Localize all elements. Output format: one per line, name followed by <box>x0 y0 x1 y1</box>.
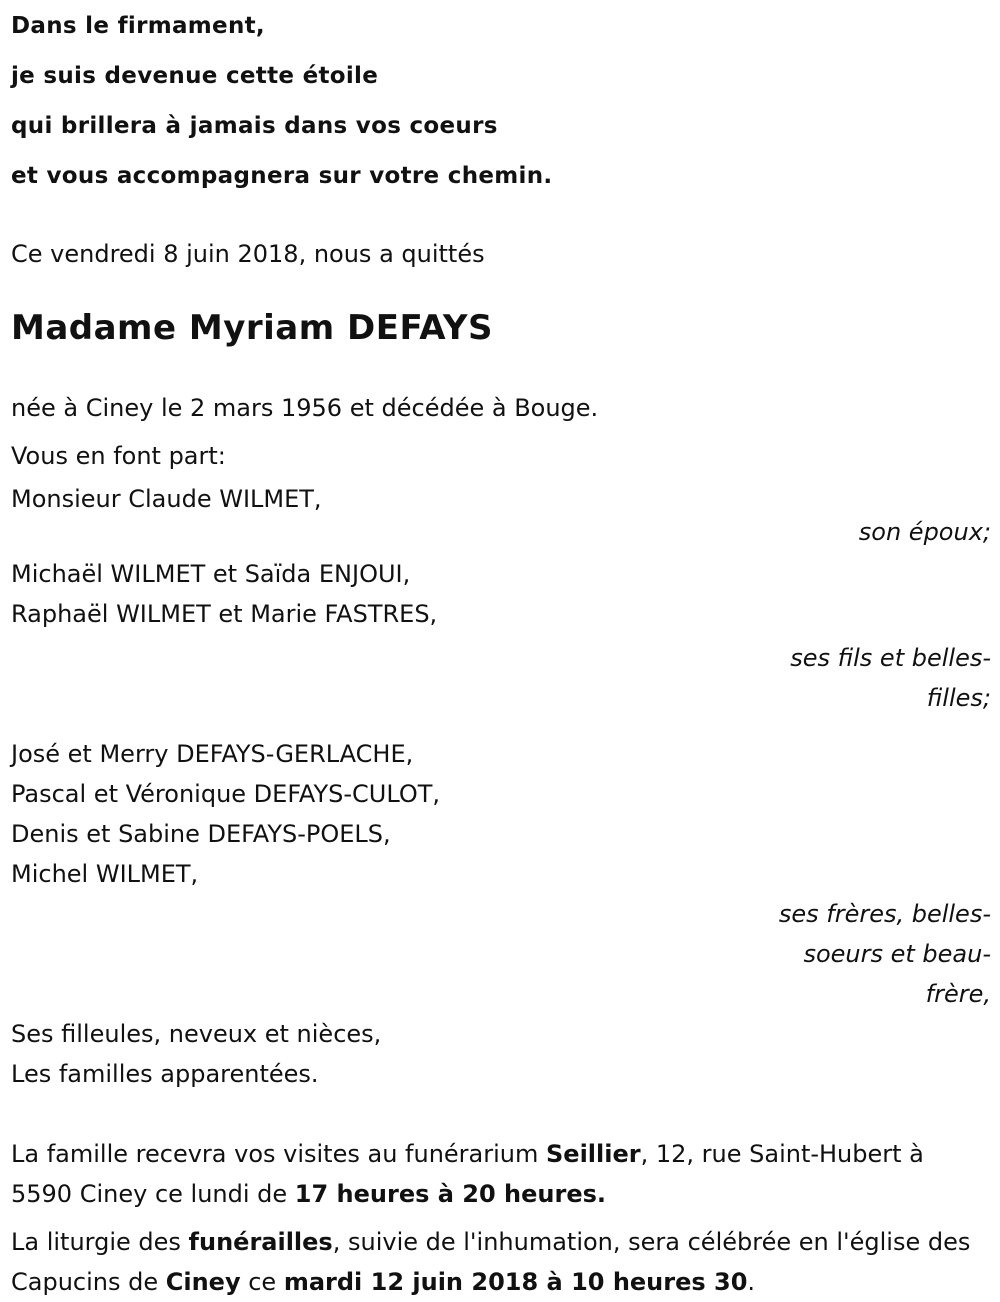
spouse-group <box>11 484 991 550</box>
poem-line: je suis devenue cette étoile <box>11 63 379 89</box>
family-member: Ses filleules, neveux et nièces, <box>11 1020 382 1048</box>
poem-line: et vous accompagnera sur votre chemin. <box>11 163 553 189</box>
poem-line: qui brillera à jamais dans vos coeurs <box>11 113 498 139</box>
deceased-name: Madame Myriam DEFAYS <box>11 308 493 348</box>
relation-label: son époux; <box>858 518 991 546</box>
relation-label: ses frères, belles-soeurs et beau-frère, <box>778 900 991 1008</box>
visit-hours: 17 heures à 20 heures. <box>294 1180 607 1208</box>
sons-group <box>11 554 991 718</box>
family-member: Monsieur Claude WILMET, <box>11 485 322 513</box>
obituary-page <box>11 0 991 1302</box>
family-member: José et Merry DEFAYS-GERLACHE, <box>11 740 414 768</box>
siblings-group <box>11 734 991 1014</box>
family-member: Denis et Sabine DEFAYS-POELS, <box>11 820 391 848</box>
visit-info: La famille recevra vos visites au funérarium Seillier, 12, rue Saint-Hubert à 5590 Ciney ce lundi de 17 heures à 20 heures. <box>11 1140 924 1208</box>
announce-text: Vous en font part: <box>11 442 226 470</box>
family-member: Pascal et Véronique DEFAYS-CULOT, <box>11 780 441 808</box>
family-member: Michel WILMET, <box>11 860 199 888</box>
family-member: Les familles apparentées. <box>11 1060 319 1088</box>
funeral-town: Ciney <box>165 1268 241 1296</box>
intro-text: Ce vendredi 8 juin 2018, nous a quittés <box>11 240 485 268</box>
family-member: Michaël WILMET et Saïda ENJOUI, <box>11 560 411 588</box>
others-group <box>11 1014 991 1094</box>
relation-label: ses fils et belles-filles; <box>790 644 991 712</box>
funeral-info: La liturgie des funérailles, suivie de l'inhumation, sera célébrée en l'église des Capucins de Ciney ce mardi 12 juin 2018 à 10 heures 30. <box>11 1228 971 1296</box>
funeral-datetime: mardi 12 juin 2018 à 10 heures 30 <box>283 1268 748 1296</box>
funeral-home-name: Seillier <box>546 1140 641 1168</box>
birth-death-text: née à Ciney le 2 mars 1956 et décédée à Bouge. <box>11 394 599 422</box>
poem <box>11 8 991 208</box>
poem-line: Dans le firmament, <box>11 13 265 39</box>
family-member: Raphaël WILMET et Marie FASTRES, <box>11 600 438 628</box>
